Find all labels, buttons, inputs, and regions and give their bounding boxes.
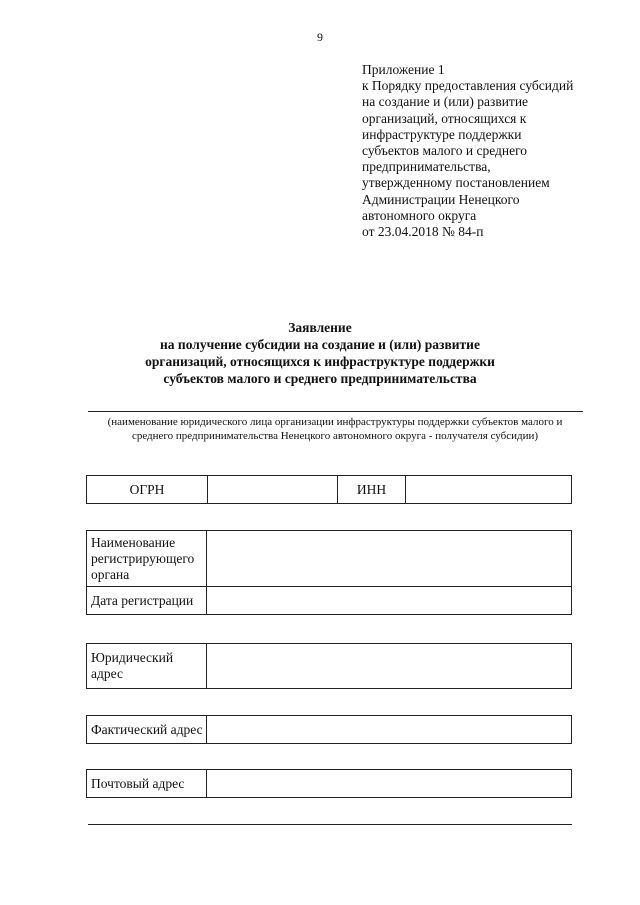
title-line: субъектов малого и среднего предпринимательства <box>163 371 477 386</box>
registration-authority-label: Наименование регистрирующего органа <box>87 531 207 587</box>
appendix-line: организаций, относящихся к <box>362 110 527 126</box>
appendix-line: утвержденному постановлением <box>362 175 550 191</box>
inn-label: ИНН <box>338 476 406 504</box>
legal-address-field[interactable] <box>207 644 572 689</box>
appendix-line: Приложение 1 <box>362 62 445 77</box>
postal-address-field[interactable] <box>207 770 572 798</box>
applicant-name-caption <box>80 415 590 443</box>
legal-address-label: Юридический адрес <box>87 644 207 689</box>
registration-date-label: Дата регистрации <box>87 587 207 615</box>
legal-address-table <box>86 643 572 689</box>
appendix-reference <box>362 62 612 240</box>
registration-table <box>86 530 572 615</box>
appendix-line: предпринимательства, <box>362 159 491 175</box>
appendix-line: Администрации Ненецкого <box>362 191 520 207</box>
actual-address-field[interactable] <box>207 716 572 744</box>
title-line: Заявление <box>288 320 352 335</box>
applicant-name-line[interactable] <box>88 411 583 412</box>
actual-address-label: Фактический адрес <box>87 716 207 744</box>
registration-authority-field[interactable] <box>207 531 572 587</box>
bottom-divider <box>88 824 572 825</box>
document-title <box>0 319 640 387</box>
caption-line: среднего предпринимательства Ненецкого автономного округа - получателя субсидии) <box>131 430 539 442</box>
postal-address-label: Почтовый адрес <box>87 770 207 798</box>
appendix-line: субъектов малого и среднего <box>362 143 528 159</box>
caption-line: (наименование юридического лица организации инфраструктуры поддержки субъектов малого и <box>107 416 563 428</box>
postal-address-table <box>86 769 572 798</box>
appendix-line: инфраструктуре поддержки <box>362 126 522 142</box>
title-line: организаций, относящихся к инфраструктуре поддержки <box>145 354 495 369</box>
registration-date-field[interactable] <box>207 587 572 615</box>
title-line: на получение субсидии на создание и (или) развитие <box>160 337 480 352</box>
appendix-line: к Порядку предоставления субсидий <box>362 78 574 94</box>
page-number: 9 <box>317 30 323 44</box>
actual-address-table <box>86 715 572 744</box>
ogrn-inn-table <box>86 475 572 504</box>
appendix-line: от 23.04.2018 № 84-п <box>362 224 484 240</box>
ogrn-label: ОГРН <box>87 476 208 504</box>
ogrn-field[interactable] <box>208 476 338 504</box>
inn-field[interactable] <box>406 476 572 504</box>
appendix-line: автономного округа <box>362 207 477 223</box>
appendix-line: на создание и (или) развитие <box>362 94 529 110</box>
